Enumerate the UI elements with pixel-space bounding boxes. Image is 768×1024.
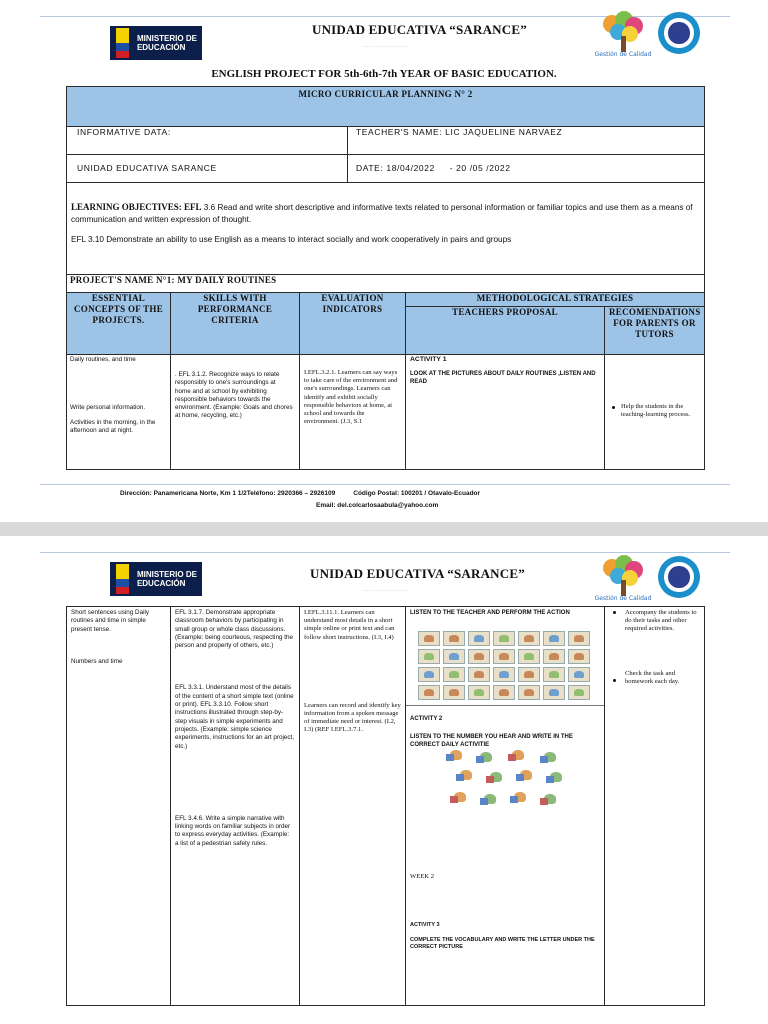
footer-email: Email: del.colcarlosaabula@yahoo.com: [316, 502, 439, 509]
routine-picture: [543, 649, 565, 664]
routine-picture: [493, 667, 515, 682]
skill-2: EFL 3.3.1. Understand most of the details of the content of a short simple text (online or print). EFL 3.3.10. Follow short instructions illustrated through step-by-step visuals in simple experiments and projects. (Example: simple science experiments, instructions for an art project, etc.): [175, 684, 294, 750]
ministry-logo-text: MINISTERIO DE EDUCACIÓN: [136, 34, 197, 52]
header-rule: [40, 552, 730, 553]
essential-concept-3: Activities in the morning, in the afternoon and at night.: [70, 418, 156, 434]
activity-3-text: COMPLETE THE VOCABULARY AND WRITE THE LETTER UNDER THE CORRECT PICTURE: [410, 937, 595, 950]
routine-picture: [443, 685, 465, 700]
school-seal-icon: [658, 12, 700, 54]
clipart-icon: [476, 751, 498, 764]
activity-1-label: ACTIVITY 1: [410, 356, 447, 363]
routine-picture: [468, 667, 490, 682]
teacher-name-cell: TEACHER'S NAME: LIC JAQUELINE NARVAEZ: [347, 127, 704, 155]
recommendation-1: Accompany the students to do their tasks and other required activities.: [625, 609, 697, 633]
objectives-label: LEARNING OBJECTIVES: EFL: [71, 202, 202, 212]
routine-picture: [568, 631, 590, 646]
bullet-icon: [613, 611, 616, 614]
recommendations-cell: [604, 355, 704, 469]
clipart-icon: [456, 769, 478, 782]
clipart-icon: [510, 791, 532, 804]
activity-1-text: LOOK AT THE PICTURES ABOUT DAILY ROUTINES ,LISTEN AND READ: [410, 371, 596, 385]
project-title: ENGLISH PROJECT FOR 5th-6th-7th YEAR OF BASIC EDUCATION.: [211, 68, 557, 80]
tree-logo-text: Gestión de Calidad: [594, 595, 652, 602]
routine-picture: [468, 685, 490, 700]
document-page-2: [0, 536, 768, 1024]
tree-logo-icon: [594, 10, 652, 58]
skills-cell: [170, 607, 299, 1005]
info-label-cell: INFORMATIVE DATA:: [67, 127, 347, 155]
ministry-logo: [110, 26, 202, 60]
routine-picture: [568, 649, 590, 664]
col-teachers-proposal: TEACHERS PROPOSAL: [405, 307, 604, 355]
col-methodological: METHODOLOGICAL STRATEGIES: [405, 293, 704, 307]
divider: [406, 705, 605, 706]
col-skills: SKILLS WITH PERFORMANCE CRITERIA: [170, 293, 299, 355]
routine-picture: [568, 667, 590, 682]
skill-1: EFL 3.1.7. Demonstrate appropriate classroom behaviors by participating in small group or whole class discussions. (Example: being courteous, respecting the person and property of others, etc.): [175, 609, 293, 650]
learning-objectives-cell: [67, 183, 704, 275]
clipart-icon: [508, 749, 530, 762]
bullet-icon: [613, 679, 616, 682]
evaluation-cell: I.EFL.3.2.1. Learners can say ways to take care of the environment and one's surroundings. Learners can identify and exhibit socially responsible behaviors at home, at school and towards the environment. (J.3, S.1: [299, 355, 405, 469]
tree-logo-icon: [594, 554, 652, 602]
skills-cell: . EFL 3.1.2. Recognize ways to relate responsibly to one's surroundings at home and at school by exhibiting responsible behaviors towards the environment. (Example: Goals and chores at home, recycling, etc.): [170, 355, 299, 469]
routine-picture: [418, 631, 440, 646]
planning-title: MICRO CURRICULAR PLANNING N° 2: [67, 87, 704, 127]
clipart-icon: [546, 771, 568, 784]
essential-concept-1: Short sentences using Daily routines and time in simple present tense.: [71, 609, 150, 633]
clipart-icon: [446, 749, 468, 762]
activity-2-text: LISTEN TO THE NUMBER YOU HEAR AND WRITE IN THE CORRECT DAILY ACTIVITIE: [410, 734, 573, 748]
activity-3-label: ACTIVITY 3: [410, 922, 440, 928]
teachers-proposal-cell: [405, 607, 604, 1005]
header-subtitle-faint: ·····························: [362, 44, 411, 50]
col-essential-concepts: ESSENTIAL CONCEPTS OF THE PROJECTS.: [67, 293, 170, 355]
recommendation-2: Check the task and homework each day.: [625, 669, 680, 685]
activity-2-clipart: [446, 749, 586, 809]
clipart-icon: [516, 769, 538, 782]
clipart-icon: [450, 791, 472, 804]
routine-picture: [518, 667, 540, 682]
routine-picture: [468, 649, 490, 664]
school-seal-icon: [658, 556, 700, 598]
routine-picture: [418, 667, 440, 682]
clipart-icon: [540, 751, 562, 764]
clipart-icon: [540, 793, 562, 806]
header-subtitle-faint: ·····························: [362, 588, 411, 594]
objectives-text-2: EFL 3.10 Demonstrate an ability to use English as a means to interact socially and work cooperatively in pairs and groups: [71, 235, 512, 244]
ministry-logo-text: MINISTERIO DE EDUCACIÓN: [136, 570, 197, 588]
recommendations-cell: [604, 607, 704, 1005]
objectives-text-1: 3.6 Read and write short descriptive and informative texts related to personal information or familiar topics and use them as a means of communication and written expression of thought.: [71, 203, 693, 224]
bullet-icon: [612, 406, 615, 409]
tree-logo-text: Gestión de Calidad: [594, 51, 652, 58]
routine-picture: [493, 631, 515, 646]
routine-picture: [518, 685, 540, 700]
skill-3: EFL 3.4.6. Write a simple narrative with linking words on familiar subjects in order to express everyday activities. (Example: a list of a pedestrian safety rules.: [175, 814, 291, 847]
routine-picture: [418, 649, 440, 664]
week-label: WEEK 2: [410, 873, 434, 880]
routine-picture: [568, 685, 590, 700]
routine-picture: [443, 631, 465, 646]
routine-picture: [518, 649, 540, 664]
school-title: UNIDAD EDUCATIVA “SARANCE”: [310, 566, 525, 581]
routine-picture: [543, 685, 565, 700]
evaluation-2: Learners can record and identify key information from a spoken message of immediate need or interest. (I.2, I.3) (REF I.EFL.3.7.1.: [304, 701, 401, 734]
essential-concepts-cell: [67, 607, 170, 1005]
clipart-icon: [486, 771, 508, 784]
routine-picture: [518, 631, 540, 646]
col-recommendations: RECOMENDATIONS FOR PARENTS OR TUTORS: [604, 307, 704, 355]
planning-table: [66, 86, 705, 470]
essential-concept-2: Write personal information.: [70, 404, 146, 412]
evaluation-1: I.EFL.3.11.1. Learners can understand most details in a short simple online or print text and can follow short instructions. (I.3, I.4): [304, 609, 395, 641]
essential-concepts-cell: [67, 355, 170, 469]
routine-picture: [443, 649, 465, 664]
evaluation-cell: [299, 607, 405, 1005]
routine-picture: [543, 631, 565, 646]
planning-table-continued: [66, 606, 705, 1006]
routine-picture: [493, 685, 515, 700]
flag-icon: [116, 28, 129, 58]
school-cell: UNIDAD EDUCATIVA SARANCE: [67, 155, 347, 183]
routine-picture: [468, 631, 490, 646]
flag-icon: [116, 564, 129, 594]
ministry-logo: [110, 562, 202, 596]
footer-rule: [40, 484, 730, 485]
school-title: UNIDAD EDUCATIVA “SARANCE”: [312, 22, 527, 37]
clipart-icon: [480, 793, 502, 806]
daily-routines-picture-grid: [418, 631, 590, 700]
essential-concept-1: Daily routines, and time: [70, 356, 136, 363]
footer-address: Dirección: Panamericana Norte, Km 1 1/2Teléfono: 2920366 – 2926109 Código Postal: 100201 / Otavalo-Ecuador: [120, 490, 481, 497]
routine-picture: [418, 685, 440, 700]
listen-instruction: LISTEN TO THE TEACHER AND PERFORM THE ACTION: [410, 610, 570, 616]
activity-2-label: ACTIVITY 2: [410, 716, 443, 722]
routine-picture: [443, 667, 465, 682]
col-evaluation: EVALUATION INDICATORS: [299, 293, 405, 355]
routine-picture: [543, 667, 565, 682]
routine-picture: [493, 649, 515, 664]
recommendation-1: Help the students in the teaching-learning process.: [621, 403, 691, 419]
project-name: PROJECT'S NAME N°1: MY DAILY ROUTINES: [67, 275, 704, 293]
teachers-proposal-cell: [405, 355, 604, 469]
date-cell: DATE: 18/04/2022 - 20 /05 /2022: [347, 155, 704, 183]
essential-concept-2: Numbers and time: [71, 657, 123, 665]
